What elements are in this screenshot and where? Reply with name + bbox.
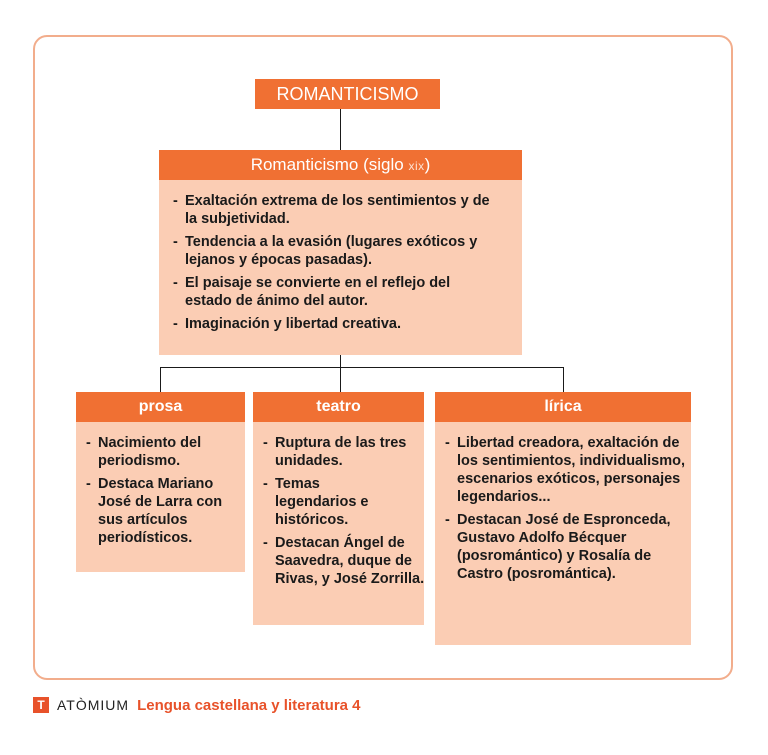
main-point: - Exaltación extrema de los sentimientos y de la subjetividad.: [173, 192, 505, 228]
column-body-prosa: [76, 422, 245, 572]
main-heading-suffix: ): [424, 155, 431, 174]
connector-teatro: [340, 367, 341, 392]
column-heading-teatro: teatro: [253, 392, 424, 422]
main-point: - Tendencia a la evasión (lugares exóticos y lejanos y épocas pasadas).: [173, 233, 510, 269]
publisher-logo-icon: T: [33, 697, 49, 713]
connector-main-down: [340, 355, 341, 367]
column-heading-prosa: prosa: [76, 392, 245, 422]
lirica-point: - Destacan José de Espronceda, Gustavo Adolfo Bécquer (posromántico) y Rosalía de Castro (posromántica).: [445, 511, 695, 583]
main-heading: [159, 150, 522, 180]
connector-horizontal: [160, 367, 564, 368]
teatro-point: - Ruptura de las tres unidades.: [263, 434, 415, 470]
teatro-point: - Destacan Ángel de Saavedra, duque de Rivas, y José Zorrilla.: [263, 534, 425, 588]
column-heading-lirica: lírica: [435, 392, 691, 422]
main-heading-century: xix: [408, 159, 425, 173]
column-body-lirica: [435, 422, 691, 645]
main-heading-prefix: Romanticismo (siglo: [250, 155, 404, 174]
main-point: - Imaginación y libertad creativa.: [173, 315, 510, 333]
prosa-point: - Nacimiento del periodismo.: [86, 434, 243, 470]
teatro-point: - Temas legendarios e históricos.: [263, 475, 395, 529]
book-subject: Lengua castellana y literatura 4: [137, 696, 361, 714]
connector-prosa: [160, 367, 161, 392]
prosa-point: - Destaca Mariano José de Larra con sus artículos periodísticos.: [86, 475, 243, 547]
connector-title-main: [340, 109, 341, 150]
main-characteristics: [159, 180, 522, 355]
lirica-point: - Libertad creadora, exaltación de los sentimientos, individualismo, escenarios exóticos, personajes legendarios...: [445, 434, 695, 506]
publisher-brand: ATÒMIUM: [57, 697, 130, 713]
main-point: - El paisaje se convierte en el reflejo del estado de ánimo del autor.: [173, 274, 485, 310]
diagram-title: ROMANTICISMO: [255, 79, 440, 109]
footer: [33, 695, 361, 715]
column-body-teatro: [253, 422, 424, 625]
connector-lirica: [563, 367, 564, 392]
